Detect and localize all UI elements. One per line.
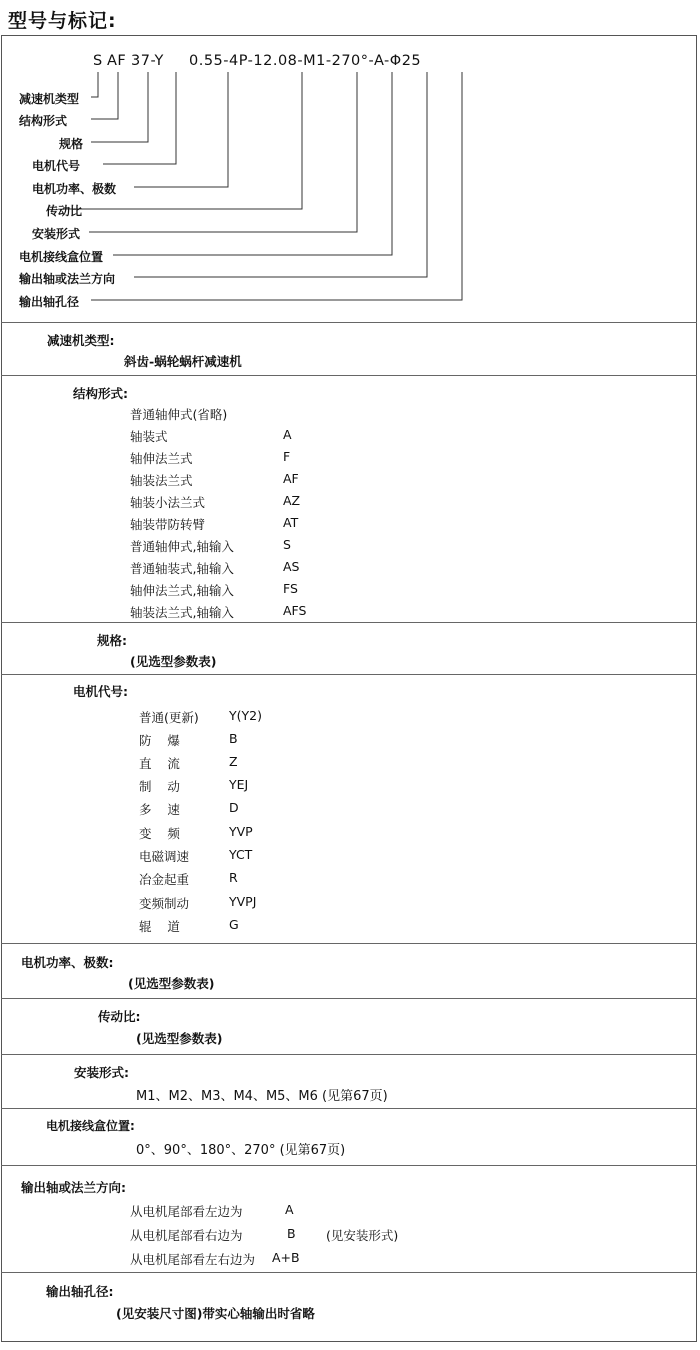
- section-title-spec: 规格:: [97, 633, 127, 648]
- divider: [1, 1054, 697, 1055]
- motor-type-code: YVPJ: [229, 894, 257, 909]
- direction-note: (见安装形式): [326, 1228, 399, 1243]
- section-value-ratio: (见选型参数表): [136, 1031, 223, 1046]
- code-part-structure: AF: [107, 53, 127, 69]
- motor-type-code: R: [229, 870, 238, 885]
- section-title-motor-code: 电机代号:: [73, 684, 128, 699]
- direction-name: 从电机尾部看左右边为: [130, 1252, 256, 1267]
- motor-type-code: YVP: [229, 824, 253, 839]
- legend-label-ratio: 传动比: [46, 204, 83, 218]
- legend-label-bore: 输出轴孔径: [19, 295, 80, 309]
- structure-code: AF: [283, 471, 299, 486]
- structure-code: F: [283, 449, 291, 464]
- motor-type-name: 多 速: [139, 802, 180, 817]
- structure-code: AZ: [283, 493, 301, 508]
- structure-name: 轴装法兰式: [130, 473, 193, 488]
- legend-label-reducer-type: 减速机类型: [19, 92, 80, 106]
- motor-type-code: YCT: [229, 847, 253, 862]
- direction-name: 从电机尾部看左边为: [130, 1204, 243, 1219]
- direction-code: A+B: [272, 1250, 300, 1265]
- section-title-reducer-type: 减速机类型:: [47, 333, 115, 348]
- divider: [1, 1272, 697, 1273]
- direction-code: B: [287, 1226, 296, 1241]
- divider: [1, 1165, 697, 1166]
- structure-code: AS: [283, 559, 300, 574]
- motor-type-name: 普通(更新): [139, 710, 199, 725]
- motor-type-code: Z: [229, 754, 238, 769]
- motor-type-code: D: [229, 800, 239, 815]
- motor-type-name: 冶金起重: [139, 872, 190, 887]
- motor-type-code: YEJ: [229, 777, 249, 792]
- structure-name: 轴伸法兰式,轴输入: [130, 583, 234, 598]
- section-value-terminal-box: 0°、90°、180°、270° (见第67页): [136, 1143, 346, 1158]
- section-title-structure: 结构形式:: [73, 386, 128, 401]
- page-title: 型号与标记:: [8, 10, 117, 32]
- code-part-type: S: [93, 53, 103, 69]
- structure-code: S: [283, 537, 291, 552]
- divider: [1, 622, 697, 623]
- structure-name: 普通轴伸式(省略): [130, 407, 228, 422]
- legend-label-motor-code: 电机代号: [32, 159, 81, 173]
- structure-code: A: [283, 427, 292, 442]
- divider: [1, 943, 697, 944]
- structure-name: 轴装式: [130, 429, 168, 444]
- section-title-ratio: 传动比:: [98, 1009, 141, 1024]
- structure-name: 普通轴装式,轴输入: [130, 561, 234, 576]
- code-part-rest: 0.55-4P-12.08-M1-270°-A-Φ25: [189, 53, 422, 69]
- direction-code: A: [285, 1202, 294, 1217]
- divider: [1, 998, 697, 999]
- motor-type-name: 直 流: [139, 756, 180, 771]
- legend-label-direction: 输出轴或法兰方向: [19, 272, 116, 286]
- structure-name: 轴装法兰式,轴输入: [130, 605, 234, 620]
- structure-name: 轴伸法兰式: [130, 451, 193, 466]
- section-title-direction: 输出轴或法兰方向:: [21, 1180, 126, 1195]
- structure-name: 普通轴伸式,轴输入: [130, 539, 234, 554]
- divider: [1, 1108, 697, 1109]
- legend-label-spec: 规格: [59, 137, 84, 151]
- code-part-size-motor: 37-Y: [131, 53, 164, 69]
- motor-type-name: 变 频: [139, 826, 180, 841]
- section-value-spec: (见选型参数表): [130, 654, 217, 669]
- legend-label-mounting: 安装形式: [32, 227, 81, 241]
- motor-type-name: 变频制动: [139, 896, 190, 911]
- motor-type-code: G: [229, 917, 239, 932]
- divider: [1, 674, 697, 675]
- structure-name: 轴装小法兰式: [130, 495, 206, 510]
- section-title-power: 电机功率、极数:: [21, 955, 114, 970]
- motor-type-code: B: [229, 731, 238, 746]
- section-title-mounting: 安装形式:: [74, 1065, 129, 1080]
- section-value-mounting: M1、M2、M3、M4、M5、M6 (见第67页): [136, 1089, 388, 1104]
- motor-type-code: Y(Y2): [229, 708, 262, 723]
- divider: [1, 375, 697, 376]
- motor-type-name: 防 爆: [139, 733, 180, 748]
- legend-label-structure: 结构形式: [19, 114, 68, 128]
- direction-name: 从电机尾部看右边为: [130, 1228, 243, 1243]
- divider: [1, 322, 697, 323]
- legend-label-power: 电机功率、极数: [32, 182, 117, 196]
- structure-code: AFS: [283, 603, 307, 618]
- section-value-bore: (见安装尺寸图)带实心轴输出时省略: [116, 1306, 315, 1321]
- structure-code: FS: [283, 581, 298, 596]
- section-title-bore: 输出轴孔径:: [46, 1284, 114, 1299]
- section-value-reducer-type: 斜齿-蜗轮蜗杆减速机: [124, 354, 242, 369]
- section-value-power: (见选型参数表): [128, 976, 215, 991]
- motor-type-name: 制 动: [139, 779, 180, 794]
- motor-type-name: 辊 道: [139, 919, 180, 934]
- section-title-terminal-box: 电机接线盒位置:: [46, 1119, 135, 1133]
- legend-label-terminal-box: 电机接线盒位置: [19, 250, 104, 264]
- motor-type-name: 电磁调速: [139, 849, 190, 864]
- structure-code: AT: [283, 515, 299, 530]
- structure-name: 轴装带防转臂: [130, 517, 206, 532]
